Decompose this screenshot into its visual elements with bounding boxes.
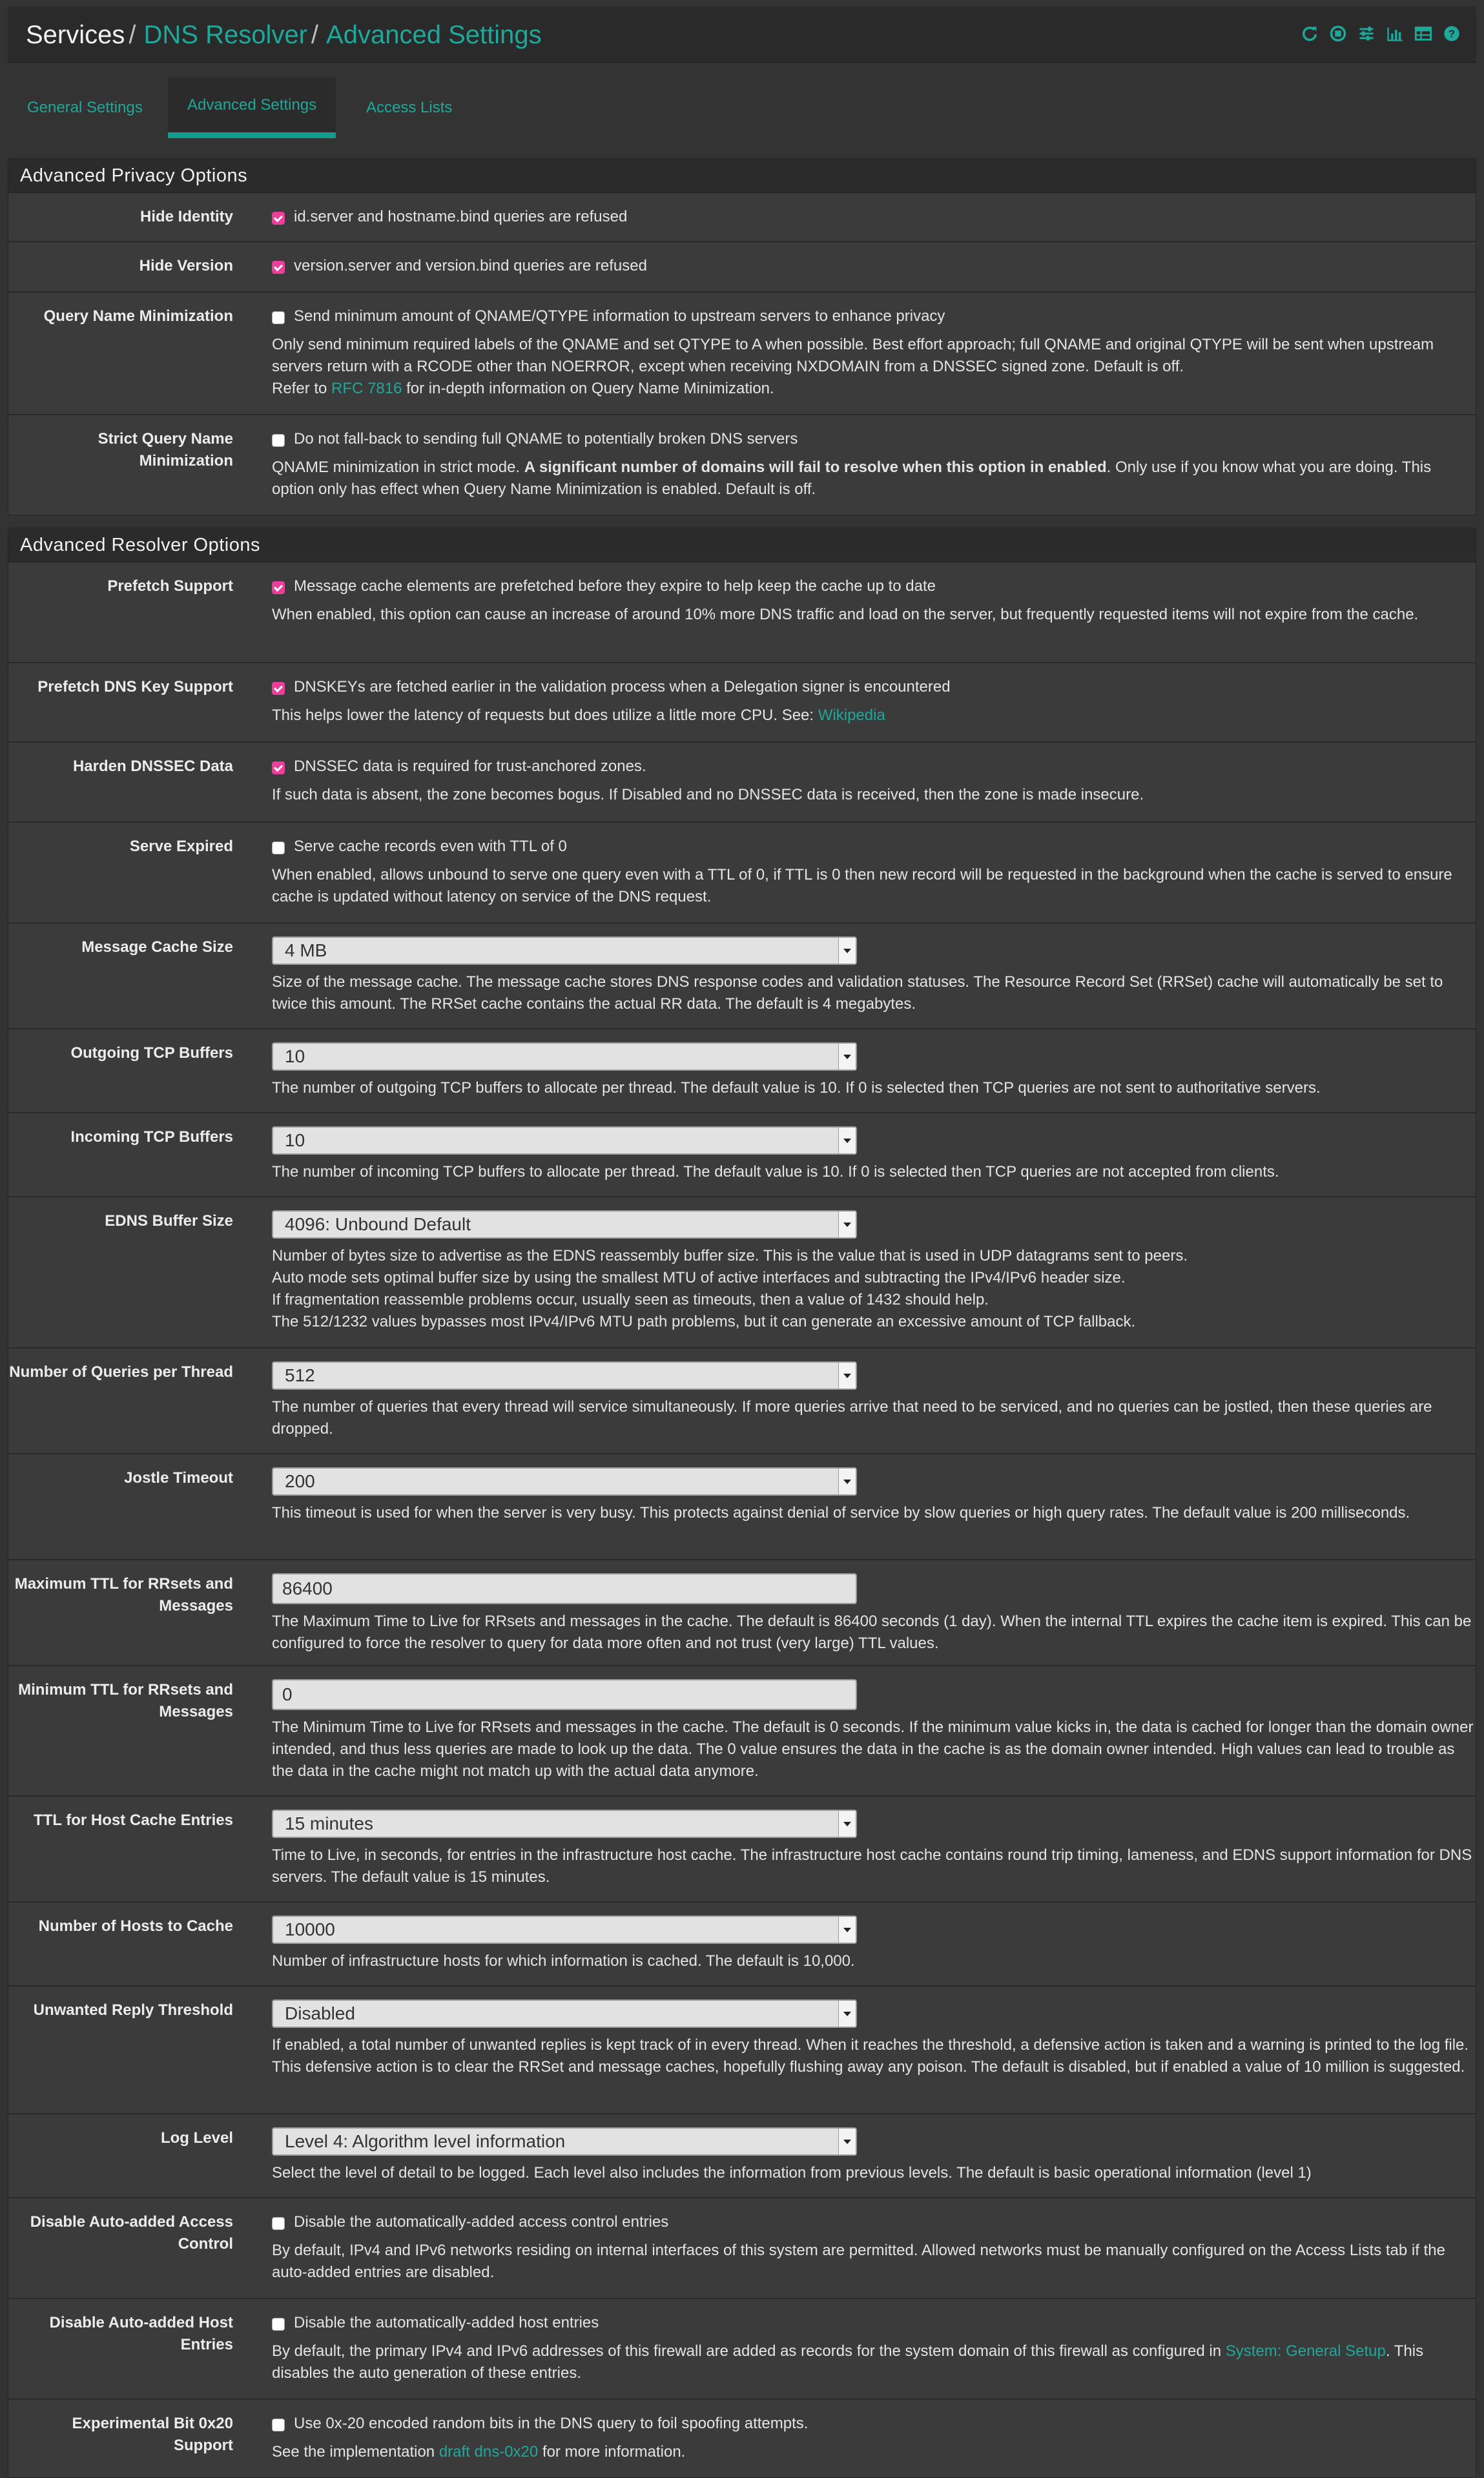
sliders-icon[interactable]: [1356, 23, 1377, 44]
auto-host-entries-row: [8, 2299, 1476, 2400]
checkbox-label: Serve cache records even with TTL of 0: [294, 838, 567, 855]
help-text: QNAME minimization in strict mode. A significant number of domains will fail to resolve when this option in enabled. Only use if you know what you are doing. This option only has effect when Query Name Minimization is enabled. Default is off.: [272, 459, 1432, 498]
privacy-options-panel: [8, 158, 1476, 515]
auto-access-control-row: [8, 2198, 1476, 2299]
field-label: Strict Query Name Minimization: [98, 430, 233, 470]
field-label: Unwanted Reply Threshold: [33, 2001, 233, 2019]
prefetch-support-checkbox[interactable]: [272, 581, 285, 594]
help-text: Number of bytes size to advertise as the EDNS reassembly buffer size. This is the value that is used in UDP datagrams sent to peers.: [272, 1247, 1188, 1265]
edns-buffer-size-row: [8, 1197, 1476, 1348]
tab-advanced-settings[interactable]: Advanced Settings: [168, 77, 336, 138]
chevron-down-icon: [838, 938, 856, 964]
queries-per-thread-row: [8, 1348, 1476, 1454]
checkbox-label: Message cache elements are prefetched before they expire to help keep the cache up to date: [294, 577, 936, 595]
field-label: Harden DNSSEC Data: [72, 758, 233, 775]
field-label: Message Cache Size: [81, 938, 233, 956]
maximum-ttl-row: [8, 1560, 1476, 1666]
unwanted-reply-threshold-select[interactable]: Disabled: [272, 1999, 857, 2028]
help-text: The number of queries that every thread will service simultaneously. If more queries arrive that need to be serviced, and no queries can be jostled, then these queries are dropped.: [272, 1398, 1432, 1438]
chevron-down-icon: [838, 1212, 856, 1237]
queries-per-thread-select[interactable]: 512: [272, 1361, 857, 1390]
field-label: Prefetch Support: [107, 577, 233, 595]
hide-version-checkbox[interactable]: [272, 261, 285, 274]
checkbox-label: id.server and hostname.bind queries are refused: [294, 208, 628, 225]
chevron-down-icon: [838, 1128, 856, 1153]
help-text: By default, the primary IPv4 and IPv6 addresses of this firewall are added as records for the system domain of this firewall as configured in System: General Setup. This disables the auto generation of these entries.: [272, 2342, 1424, 2382]
host-cache-ttl-row: [8, 1797, 1476, 1903]
table-icon[interactable]: [1413, 23, 1434, 44]
checkbox-label: Disable the automatically-added access control entries: [294, 2213, 669, 2231]
bit-0x20-row: [8, 2400, 1476, 2477]
unwanted-reply-threshold-row: [8, 1987, 1476, 2114]
qname-minimization-checkbox[interactable]: [272, 311, 285, 324]
help-text: Size of the message cache. The message cache stores DNS response codes and validation statuses. The Resource Record Set (RRSet) cache will automatically be set to twice this amount. The RRSet cache contains the actual RR data. The default is 4 megabytes.: [272, 973, 1443, 1013]
tab-general-settings[interactable]: General Settings: [27, 99, 143, 116]
stop-icon[interactable]: [1328, 23, 1348, 44]
field-label: Prefetch DNS Key Support: [37, 678, 233, 696]
field-label: Outgoing TCP Buffers: [70, 1044, 233, 1062]
help-text: If fragmentation reassemble problems occur, usually seen as timeouts, then a value of 1432 should help.: [272, 1291, 989, 1308]
chevron-down-icon: [838, 2129, 856, 2154]
field-label: Maximum TTL for RRsets and Messages: [14, 1575, 233, 1615]
minimum-ttl-input[interactable]: 0: [272, 1679, 857, 1710]
help-text: If such data is absent, the zone becomes bogus. If Disabled and no DNSSEC data is received, then the zone is made insecure.: [272, 786, 1144, 803]
hide-identity-row: [8, 193, 1476, 242]
tab-access-lists[interactable]: Access Lists: [366, 99, 453, 116]
svg-text:?: ?: [1448, 28, 1455, 40]
help-text: See the implementation draft dns-0x20 for more information.: [272, 2443, 686, 2461]
checkbox-label: Use 0x-20 encoded random bits in the DNS query to foil spoofing attempts.: [294, 2415, 809, 2432]
auto-host-entries-checkbox[interactable]: [272, 2318, 285, 2331]
field-label: Minimum TTL for RRsets and Messages: [18, 1681, 233, 1720]
field-label: Disable Auto-added Host Entries: [49, 2314, 233, 2353]
breadcrumb-bar: [8, 6, 1476, 63]
prefetch-dns-key-checkbox[interactable]: [272, 682, 285, 695]
edns-buffer-size-select[interactable]: 4096: Unbound Default: [272, 1210, 857, 1239]
general-setup-link[interactable]: System: General Setup: [1225, 2342, 1386, 2360]
checkbox-label: Disable the automatically-added host entries: [294, 2314, 599, 2331]
log-level-select[interactable]: Level 4: Algorithm level information: [272, 2127, 857, 2156]
serve-expired-row: [8, 823, 1476, 924]
help-text: The Minimum Time to Live for RRsets and messages in the cache. The default is 0 seconds. If the minimum value kicks in, the data is cached for longer than the domain owner intended, and thus less queries are made to look up the data. The 0 value ensures the data in the cache is as the domain owner intended. High values can lead to trouble as the data in the cache might not match up with the actual data anymore.: [272, 1719, 1474, 1780]
field-label: Hide Identity: [139, 208, 233, 225]
help-icon[interactable]: [1441, 23, 1462, 44]
prefetch-dns-key-row: [8, 663, 1476, 743]
minimum-ttl-row: [8, 1666, 1476, 1797]
panel-title: Advanced Privacy Options: [8, 159, 1476, 193]
bit-0x20-checkbox[interactable]: [272, 2419, 285, 2432]
message-cache-size-select[interactable]: 4 MB: [272, 936, 857, 965]
rfc-7816-link[interactable]: RFC 7816: [331, 380, 402, 397]
hosts-to-cache-row: [8, 1903, 1476, 1987]
field-label: Number of Hosts to Cache: [38, 1917, 233, 1935]
strict-qname-checkbox[interactable]: [272, 434, 285, 447]
help-text: This timeout is used for when the server is very busy. This protects against denial of service by slow queries or high query rates. The default value is 200 milliseconds.: [272, 1504, 1410, 1522]
hide-version-row: [8, 242, 1476, 293]
help-text: The number of outgoing TCP buffers to allocate per thread. The default value is 10. If 0 is selected then TCP queries are not sent to authoritative servers.: [272, 1079, 1321, 1097]
message-cache-size-row: [8, 924, 1476, 1029]
help-text: The 512/1232 values bypasses most IPv4/IPv6 MTU path problems, but it can generate an excessive amount of TCP fallback.: [272, 1313, 1136, 1330]
incoming-tcp-buffers-row: [8, 1113, 1476, 1197]
field-label: Serve Expired: [129, 838, 233, 855]
field-label: TTL for Host Cache Entries: [34, 1812, 233, 1829]
jostle-timeout-select[interactable]: 200: [272, 1467, 857, 1496]
resolver-options-panel: [8, 528, 1476, 2478]
help-text: When enabled, allows unbound to serve one query even with a TTL of 0, if TTL is 0 then new record will be requested in the background when the cache is served to ensure cache is updated without latency on service of the DNS request.: [272, 866, 1452, 905]
help-text: If enabled, a total number of unwanted replies is kept track of in every thread. When it reaches the threshold, a defensive action is taken and a warning is printed to the log file. This defensive action is to clear the RRSet and message caches, hopefully flushing away any poison. The default is disabled, but if enabled a value of 10 million is suggested.: [272, 2036, 1469, 2076]
host-cache-ttl-select[interactable]: 15 minutes: [272, 1810, 857, 1838]
help-text: Select the level of detail to be logged. Each level also includes the information from previous levels. The default is basic operational information (level 1): [272, 2164, 1312, 2182]
field-label: Number of Queries per Thread: [9, 1363, 233, 1381]
outgoing-tcp-buffers-row: [8, 1029, 1476, 1113]
field-label: Jostle Timeout: [124, 1469, 233, 1487]
breadcrumb-dns-resolver[interactable]: DNS Resolver: [143, 21, 307, 49]
help-text: Auto mode sets optimal buffer size by using the smallest MTU of active interfaces and subtracting the IPv4/IPv6 header size.: [272, 1269, 1126, 1286]
chevron-down-icon: [838, 1044, 856, 1069]
checkbox-label: version.server and version.bind queries are refused: [294, 257, 647, 274]
chevron-down-icon: [838, 1469, 856, 1494]
chevron-down-icon: [838, 2001, 856, 2027]
help-text: This helps lower the latency of requests but does utilize a little more CPU. See: Wikipedia: [272, 707, 885, 724]
breadcrumb-separator: /: [311, 21, 319, 49]
help-text: The number of incoming TCP buffers to allocate per thread. The default value is 10. If 0 is selected then TCP queries are not accepted from clients.: [272, 1163, 1279, 1181]
incoming-tcp-buffers-select[interactable]: 10: [272, 1126, 857, 1155]
header-icon-group: [1299, 23, 1462, 44]
prefetch-support-row: [8, 563, 1476, 663]
chevron-down-icon: [838, 1917, 856, 1943]
help-text: Time to Live, in seconds, for entries in the infrastructure host cache. The infrastructure host cache contains round trip timing, lameness, and EDNS support information for DNS servers. The default value is 15 minutes.: [272, 1846, 1472, 1886]
help-text: Number of infrastructure hosts for which information is cached. The default is 10,000.: [272, 1952, 855, 1970]
panel-title: Advanced Resolver Options: [8, 528, 1476, 563]
draft-dns-0x20-link[interactable]: draft dns-0x20: [438, 2443, 539, 2461]
chevron-down-icon: [838, 1811, 856, 1837]
checkbox-label: Send minimum amount of QNAME/QTYPE information to upstream servers to enhance privacy: [294, 307, 945, 325]
breadcrumb: [26, 21, 542, 49]
help-text: When enabled, this option can cause an increase of around 10% more DNS traffic and load on the server, but frequently requested items will not expire from the cache.: [272, 606, 1419, 623]
field-label: EDNS Buffer Size: [105, 1212, 233, 1230]
maximum-ttl-input[interactable]: 86400: [272, 1573, 857, 1604]
auto-access-control-checkbox[interactable]: [272, 2217, 285, 2230]
log-level-row: [8, 2114, 1476, 2198]
outgoing-tcp-buffers-select[interactable]: 10: [272, 1042, 857, 1071]
jostle-timeout-row: [8, 1454, 1476, 1560]
help-text: By default, IPv4 and IPv6 networks residing on internal interfaces of this system are permitted. Allowed networks must be manually configured on the Access Lists tab if the auto-added entries are disabled.: [272, 2242, 1445, 2281]
wikipedia-link[interactable]: Wikipedia: [818, 707, 885, 724]
query-name-minimization-row: [8, 293, 1476, 415]
checkbox-label: Do not fall-back to sending full QNAME to potentially broken DNS servers: [294, 430, 798, 448]
field-label: Hide Version: [139, 257, 233, 274]
checkbox-label: DNSSEC data is required for trust-anchored zones.: [294, 758, 646, 775]
field-label: Log Level: [160, 2129, 233, 2147]
field-label: Experimental Bit 0x20 Support: [72, 2415, 233, 2454]
breadcrumb-separator: /: [129, 21, 136, 49]
hide-identity-checkbox[interactable]: [272, 212, 285, 225]
checkbox-label: DNSKEYs are fetched earlier in the validation process when a Delegation signer is encountered: [294, 678, 951, 696]
field-label: Incoming TCP Buffers: [70, 1128, 233, 1146]
chevron-down-icon: [838, 1363, 856, 1389]
help-text: The Maximum Time to Live for RRsets and messages in the cache. The default is 86400 seconds (1 day). When the internal TTL expires the cache item is expired. This can be configured to force the resolver to query for data more often and not trust (very large) TTL values.: [272, 1613, 1472, 1652]
breadcrumb-advanced-settings[interactable]: Advanced Settings: [326, 21, 542, 49]
serve-expired-checkbox[interactable]: [272, 841, 285, 854]
strict-qname-row: [8, 415, 1476, 515]
help-text: Refer to RFC 7816 for in-depth information on Query Name Minimization.: [272, 380, 774, 397]
bar-chart-icon[interactable]: [1385, 23, 1405, 44]
breadcrumb-services[interactable]: Services: [26, 21, 125, 49]
harden-dnssec-row: [8, 743, 1476, 823]
harden-dnssec-checkbox[interactable]: [272, 761, 285, 774]
field-label: Disable Auto-added Access Control: [30, 2213, 233, 2253]
help-text: Only send minimum required labels of the QNAME and set QTYPE to A when possible. Best effort approach; full QNAME and original QTYPE will be sent when upstream servers return with a RCODE other than NOERROR, except when receiving NXDOMAIN from a DNSSEC signed zone. Default is off.: [272, 336, 1434, 375]
field-label: Query Name Minimization: [43, 307, 233, 325]
reload-icon[interactable]: [1299, 23, 1320, 44]
hosts-to-cache-select[interactable]: 10000: [272, 1915, 857, 1944]
